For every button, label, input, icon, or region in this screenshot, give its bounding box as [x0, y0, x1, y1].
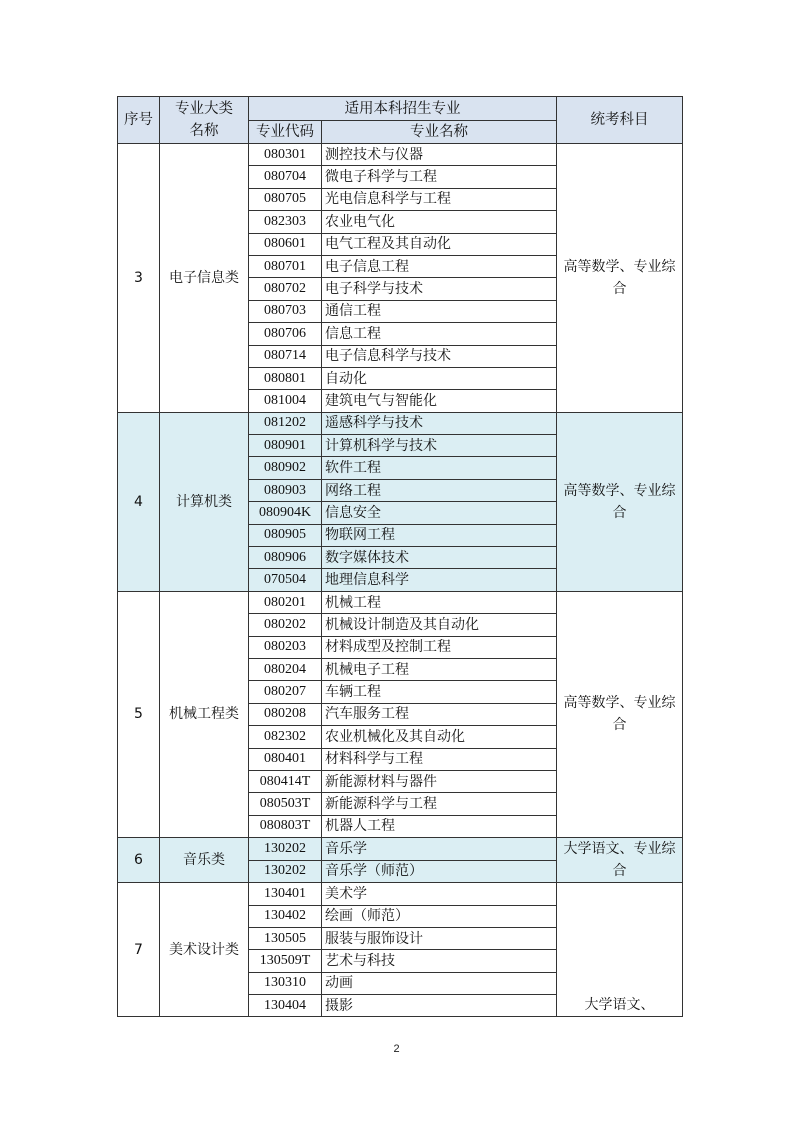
- group-subjects: 大学语文、: [557, 883, 683, 1017]
- major-code: 080414T: [249, 770, 322, 792]
- major-name: 服装与服饰设计: [322, 927, 557, 949]
- major-name: 信息安全: [322, 502, 557, 524]
- table-header: [118, 97, 683, 144]
- major-name: 材料成型及控制工程: [322, 636, 557, 658]
- group-seq: 5: [118, 591, 160, 837]
- major-name: 新能源材料与器件: [322, 770, 557, 792]
- major-code: 080701: [249, 255, 322, 277]
- major-code: 080801: [249, 367, 322, 389]
- major-code: 130401: [249, 883, 322, 905]
- major-code: 130402: [249, 905, 322, 927]
- group-seq: 7: [118, 883, 160, 1017]
- major-code: 080201: [249, 591, 322, 613]
- major-code: 080202: [249, 614, 322, 636]
- header-category: 专业大类名称: [160, 97, 249, 144]
- major-name: 电子科学与技术: [322, 278, 557, 300]
- group-seq: 3: [118, 144, 160, 413]
- major-name: 电子信息工程: [322, 255, 557, 277]
- major-code: 080503T: [249, 793, 322, 815]
- group-category: 电子信息类: [160, 144, 249, 413]
- major-code: 080301: [249, 144, 322, 166]
- major-code: 130202: [249, 838, 322, 861]
- major-code: 080714: [249, 345, 322, 367]
- major-name: 农业机械化及其自动化: [322, 726, 557, 748]
- group-seq: 4: [118, 412, 160, 591]
- group-seq: 6: [118, 838, 160, 883]
- major-name: 电子信息科学与技术: [322, 345, 557, 367]
- major-name: 测控技术与仪器: [322, 144, 557, 166]
- header-subjects: 统考科目: [557, 97, 683, 144]
- major-name: 机械电子工程: [322, 658, 557, 680]
- major-code: 080904K: [249, 502, 322, 524]
- major-name: 机械工程: [322, 591, 557, 613]
- major-code: 080704: [249, 166, 322, 188]
- table-row: [118, 883, 683, 905]
- major-name: 电气工程及其自动化: [322, 233, 557, 255]
- major-code: 080601: [249, 233, 322, 255]
- major-name: 建筑电气与智能化: [322, 390, 557, 412]
- page-number: 2: [393, 1043, 400, 1055]
- group-subjects: 高等数学、专业综合: [557, 144, 683, 413]
- major-code: 080703: [249, 300, 322, 322]
- major-code: 080903: [249, 479, 322, 501]
- major-code: 080204: [249, 658, 322, 680]
- major-name: 信息工程: [322, 323, 557, 345]
- major-name: 美术学: [322, 883, 557, 905]
- major-code: 080705: [249, 188, 322, 210]
- group-category: 音乐类: [160, 838, 249, 883]
- major-code: 080401: [249, 748, 322, 770]
- major-name: 计算机科学与技术: [322, 435, 557, 457]
- major-code: 130310: [249, 972, 322, 994]
- major-code: 081202: [249, 412, 322, 434]
- major-code: 080901: [249, 435, 322, 457]
- major-name: 物联网工程: [322, 524, 557, 546]
- major-name: 艺术与科技: [322, 950, 557, 972]
- major-name: 数字媒体技术: [322, 547, 557, 569]
- table-row: [118, 144, 683, 166]
- major-name: 机械设计制造及其自动化: [322, 614, 557, 636]
- major-name: 通信工程: [322, 300, 557, 322]
- major-code: 130505: [249, 927, 322, 949]
- group-category: 计算机类: [160, 412, 249, 591]
- major-code: 080207: [249, 681, 322, 703]
- header-name: 专业名称: [322, 121, 557, 144]
- major-name: 农业电气化: [322, 211, 557, 233]
- group-category: 美术设计类: [160, 883, 249, 1017]
- major-name: 遥感科学与技术: [322, 412, 557, 434]
- major-name: 音乐学: [322, 838, 557, 861]
- major-code: 080906: [249, 547, 322, 569]
- major-name: 微电子科学与工程: [322, 166, 557, 188]
- major-name: 音乐学（师范）: [322, 860, 557, 883]
- major-code: 080905: [249, 524, 322, 546]
- major-name: 车辆工程: [322, 681, 557, 703]
- group-category: 机械工程类: [160, 591, 249, 837]
- major-code: 130404: [249, 995, 322, 1017]
- major-name: 绘画（师范）: [322, 905, 557, 927]
- major-code: 080706: [249, 323, 322, 345]
- table-row: [118, 838, 683, 861]
- table-row: [118, 591, 683, 613]
- group-subjects: 大学语文、专业综合: [557, 838, 683, 883]
- major-code: 130509T: [249, 950, 322, 972]
- major-name: 软件工程: [322, 457, 557, 479]
- major-code: 082303: [249, 211, 322, 233]
- major-name: 动画: [322, 972, 557, 994]
- header-seq: 序号: [118, 97, 160, 144]
- major-name: 汽车服务工程: [322, 703, 557, 725]
- header-code: 专业代码: [249, 121, 322, 144]
- major-code: 080902: [249, 457, 322, 479]
- major-name: 自动化: [322, 367, 557, 389]
- major-code: 080702: [249, 278, 322, 300]
- table-row: [118, 412, 683, 434]
- major-name: 材料科学与工程: [322, 748, 557, 770]
- major-code: 080203: [249, 636, 322, 658]
- major-code: 080803T: [249, 815, 322, 837]
- group-subjects: 高等数学、专业综合: [557, 591, 683, 837]
- major-name: 网络工程: [322, 479, 557, 501]
- major-name: 光电信息科学与工程: [322, 188, 557, 210]
- major-name: 新能源科学与工程: [322, 793, 557, 815]
- table-body: [118, 144, 683, 1017]
- major-code: 080208: [249, 703, 322, 725]
- major-name: 机器人工程: [322, 815, 557, 837]
- group-subjects: 高等数学、专业综合: [557, 412, 683, 591]
- major-code: 070504: [249, 569, 322, 591]
- major-code: 082302: [249, 726, 322, 748]
- majors-table: [117, 96, 683, 1017]
- major-code: 081004: [249, 390, 322, 412]
- major-name: 地理信息科学: [322, 569, 557, 591]
- major-code: 130202: [249, 860, 322, 883]
- header-applicable-majors: 适用本科招生专业: [249, 97, 557, 121]
- major-name: 摄影: [322, 995, 557, 1017]
